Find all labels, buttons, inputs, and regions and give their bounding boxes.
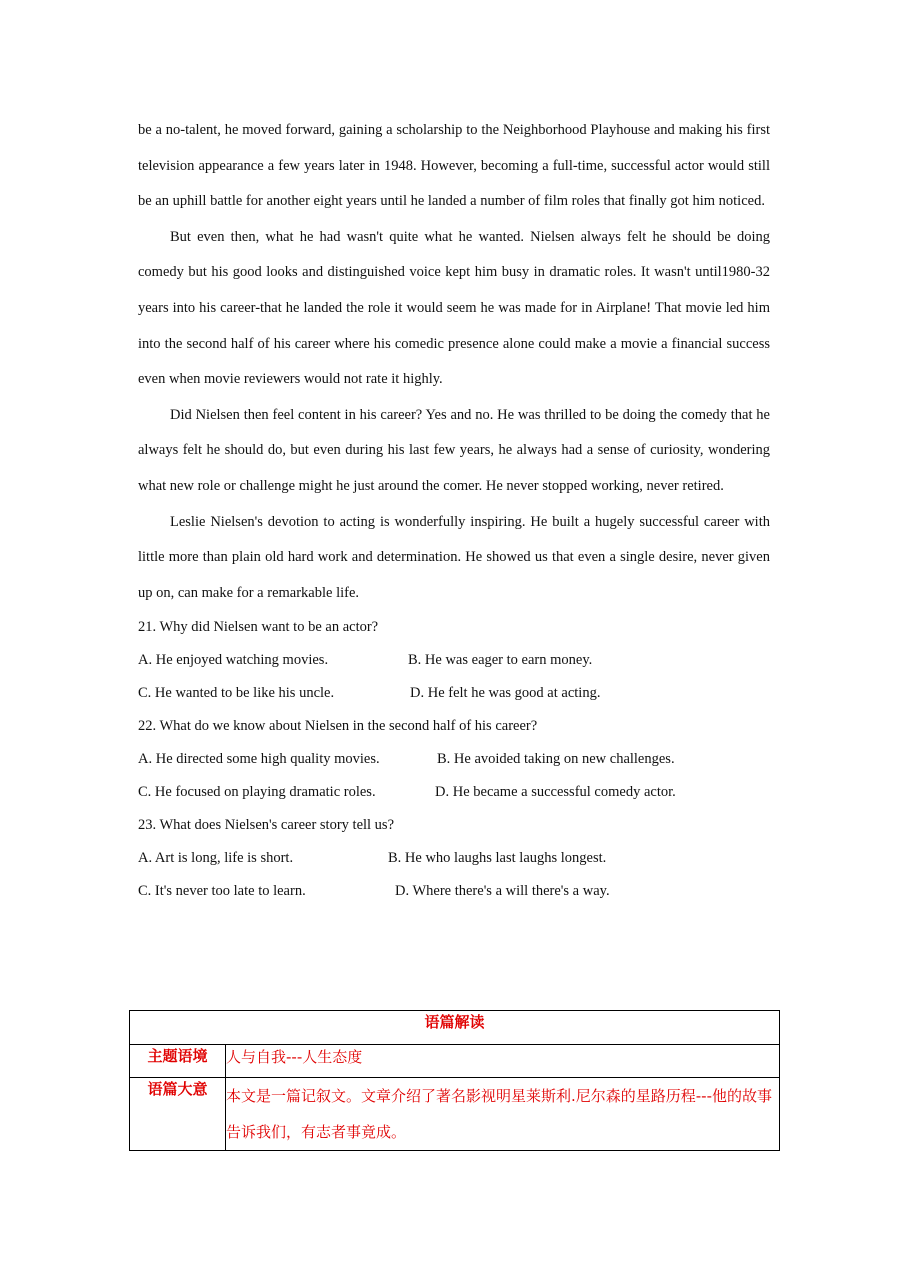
option-a: A. He enjoyed watching movies. [138,652,329,669]
option-row [138,743,770,776]
option-row [138,644,770,677]
option-b: B. He was eager to earn money. [408,652,593,669]
option-row [138,875,770,908]
question-stem: 22. What do we know about Nielsen in the second half of his career? [138,718,538,735]
option-b: B. He avoided taking on new challenges. [437,751,675,768]
option-d: D. He became a successful comedy actor. [435,784,676,801]
row-label: 主题语境 [130,1045,226,1078]
option-c: C. It's never too late to learn. [138,883,306,900]
passage-paragraph-4: Leslie Nielsen's devotion to acting is wonderfully inspiring. He built a hugely successful career with little more than plain old hard work and determination. He showed us that even a single desire, never given up on, can make for a remarkable life. [138,513,770,601]
option-row [138,842,770,875]
question-22 [138,710,770,809]
option-a: A. Art is long, life is short. [138,850,294,867]
table-row [130,1078,780,1151]
passage-paragraph-2: But even then, what he had wasn't quite what he wanted. Nielsen always felt he should be doing comedy but his good looks and distinguished voice kept him busy in dramatic roles. It wasn't until1980-32 years into his career-that he landed the role it would seem he was made for in Airplane! That movie led him into the second half of his career where his comedic presence alone could make a movie a financial success even when movie reviewers would not rate it highly. [138,228,770,388]
question-stem: 21. Why did Nielsen want to be an actor? [138,619,379,636]
option-d: D. He felt he was good at acting. [410,685,601,702]
passage-paragraph-1: be a no-talent, he moved forward, gaining a scholarship to the Neighborhood Playhouse and making his first television appearance a few years later in 1948. However, becoming a full-time, successful actor would still be an uphill battle for another eight years until he landed a number of film roles that finally got him noticed. [138,122,770,210]
question-21 [138,611,770,710]
question-23 [138,809,770,908]
option-row [138,677,770,710]
row-value: 人与自我---人生态度 [226,1045,780,1078]
discourse-analysis-table [129,1010,780,1151]
table-title: 语篇解读 [130,1011,780,1045]
question-stem: 23. What does Nielsen's career story tell us? [138,817,395,834]
table-row [130,1045,780,1078]
reading-content [138,113,770,908]
option-a: A. He directed some high quality movies. [138,751,380,768]
option-c: C. He wanted to be like his uncle. [138,685,335,702]
row-value: 本文是一篇记叙文。文章介绍了著名影视明星莱斯利.尼尔森的星路历程---他的故事告诉我们，有志者事竟成。 [226,1078,780,1151]
passage-paragraph-3: Did Nielsen then feel content in his career? Yes and no. He was thrilled to be doing the comedy that he always felt he should do, but even during his last few years, he always had a sense of curiosity, wondering what new role or challenge might he just around the comer. He never stopped working, never retired. [138,406,770,494]
option-c: C. He focused on playing dramatic roles. [138,784,376,801]
option-row [138,776,770,809]
option-d: D. Where there's a will there's a way. [395,883,610,900]
option-b: B. He who laughs last laughs longest. [388,850,607,867]
row-label: 语篇大意 [130,1078,226,1151]
